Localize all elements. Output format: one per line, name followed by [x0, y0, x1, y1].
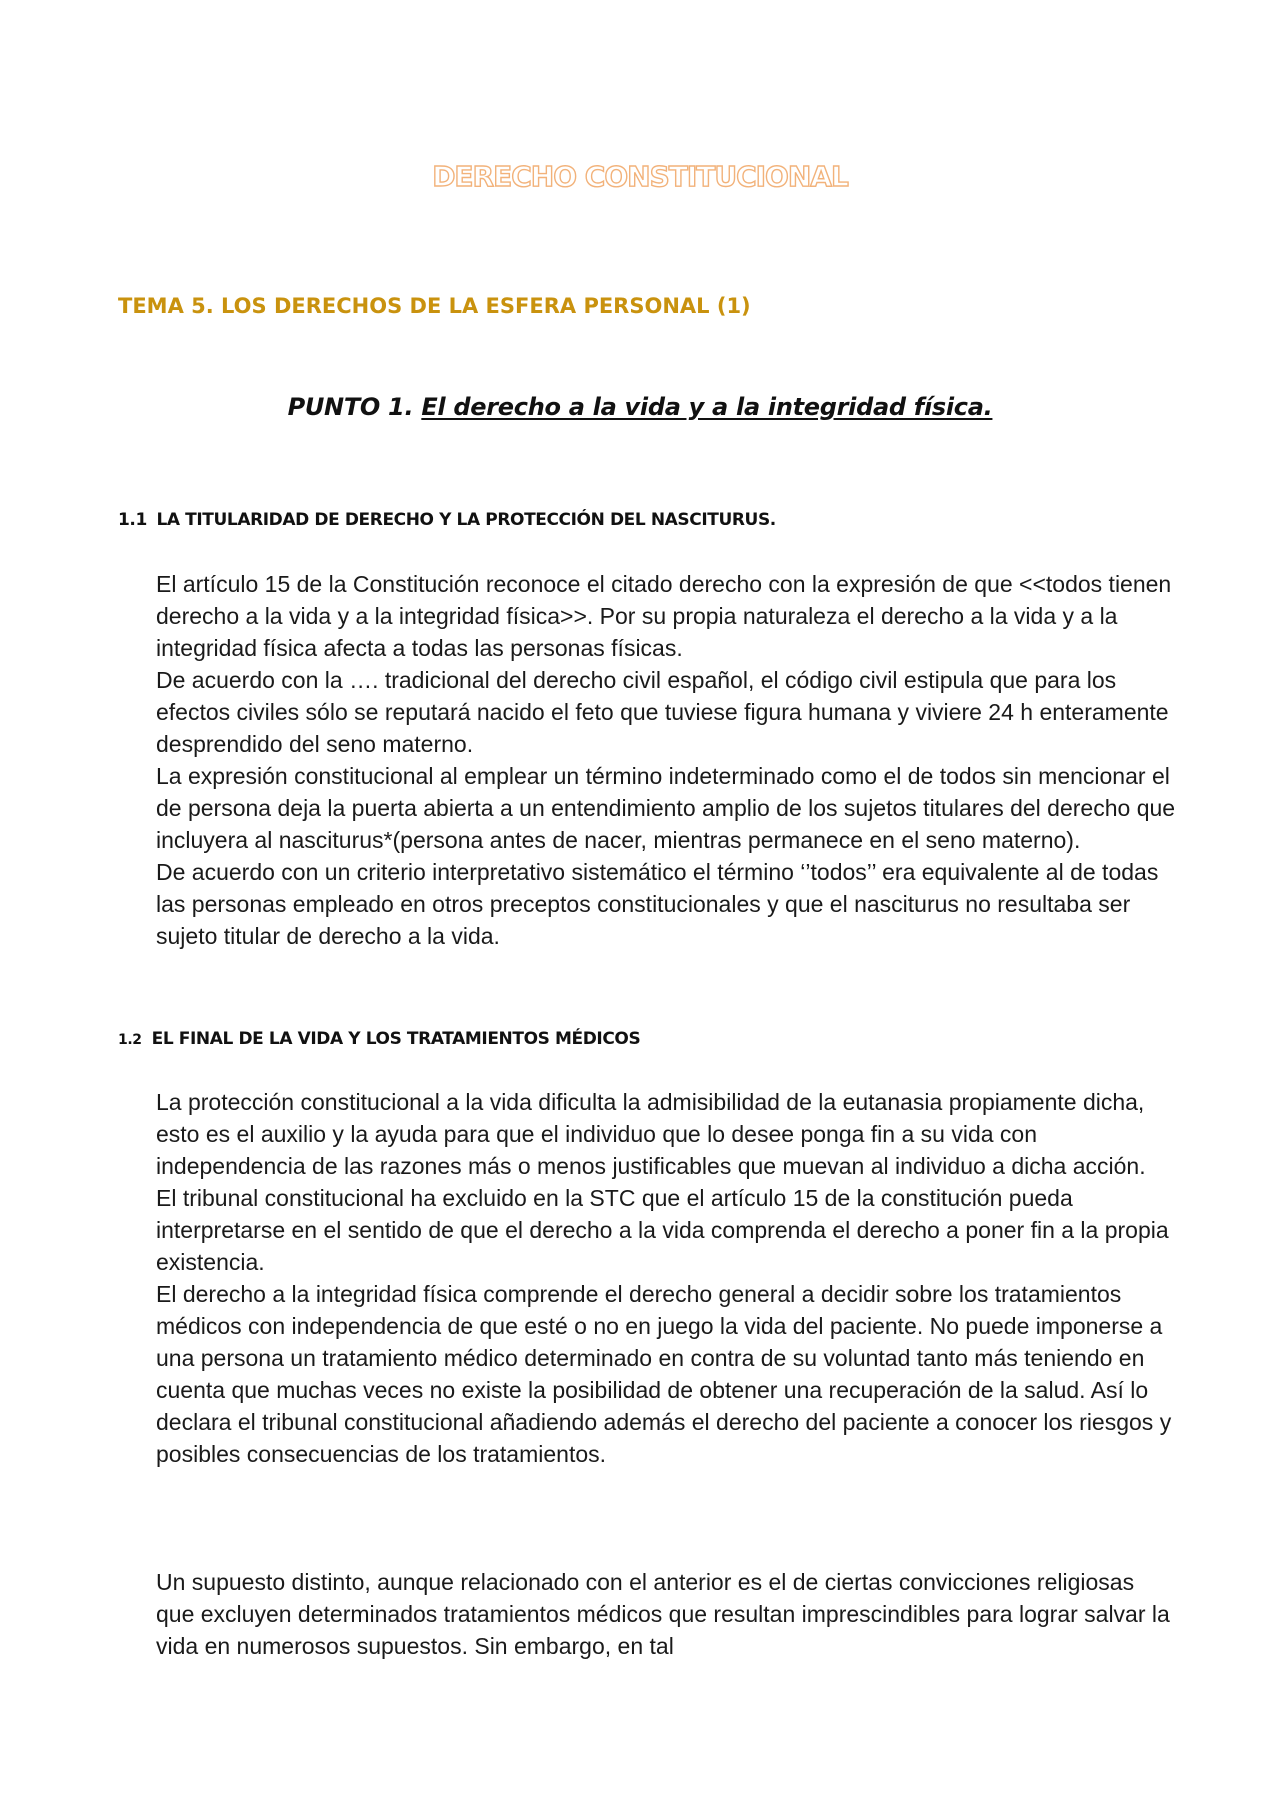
paragraph: De acuerdo con la …. tradicional del derecho civil español, el código civil estipula que para los efectos civiles sólo se reputará nacido el feto que tuviese figura humana y viviere 24 h enteramente desprendido del seno materno.	[156, 667, 1169, 757]
paragraph: El artículo 15 de la Constitución reconoce el citado derecho con la expresión de que <<todos tienen derecho a la vida y a la integridad física>>. Por su propia naturaleza el derecho a la vida y a la integridad física afecta a todas las personas físicas.	[156, 571, 1172, 661]
section-heading-suffix: .	[769, 510, 776, 530]
section-1-2-body	[156, 1086, 1176, 1470]
paragraph: La protección constitucional a la vida dificulta la admisibilidad de la eutanasia propiamente dicha, esto es el auxilio y la ayuda para que el individuo que lo desee ponga fin a su vida con independencia de las razones más o menos justificables que muevan al individuo a dicha acción.	[156, 1089, 1146, 1179]
paragraph: La expresión constitucional al emplear un término indeterminado como el de todos sin mencionar el de persona deja la puerta abierta a un entendimiento amplio de los sujetos titulares del derecho que incluyera al nasciturus*(persona antes de nacer, mientras permanece en el seno materno).	[156, 763, 1176, 853]
punto-label: PUNTO 1.	[287, 393, 422, 421]
punto-heading	[0, 393, 1280, 421]
section-1-2-continuation	[156, 1566, 1176, 1662]
paragraph: Un supuesto distinto, aunque relacionado con el anterior es el de ciertas convicciones religiosas que excluyen determinados tratamientos médicos que resultan imprescindibles para lograr salvar la vida en numerosos supuestos. Sin embargo, en tal	[156, 1569, 1170, 1659]
section-heading-1-1	[118, 510, 776, 530]
punto-subtitle: El derecho a la vida y a la integridad física.	[421, 393, 993, 421]
section-heading-text: LA TITULARIDAD DE DERECHO Y LA PROTECCIÓN DEL NASCITURUS	[156, 510, 770, 530]
section-heading-text: EL FINAL DE LA VIDA Y LOS TRATAMIENTOS MÉDICOS	[151, 1029, 641, 1049]
section-1-1-body	[156, 568, 1176, 952]
section-heading-1-2	[118, 1029, 640, 1049]
paragraph: De acuerdo con un criterio interpretativo sistemático el término ‘’todos’’ era equivalente al de todas las personas empleado en otros preceptos constitucionales y que el nasciturus no resultaba ser sujeto titular de derecho a la vida.	[156, 859, 1159, 949]
section-number: 1.2	[118, 1032, 142, 1048]
document-title: DERECHO CONSTITUCIONAL	[432, 160, 848, 193]
section-number: 1.1	[118, 510, 147, 530]
tema-heading: TEMA 5. LOS DERECHOS DE LA ESFERA PERSONAL (1)	[118, 294, 751, 318]
paragraph: El derecho a la integridad física comprende el derecho general a decidir sobre los tratamientos médicos con independencia de que esté o no en juego la vida del paciente. No puede imponerse a una persona un tratamiento médico determinado en contra de su voluntad tanto más teniendo en cuenta que muchas veces no existe la posibilidad de obtener una recuperación de la salud. Así lo declara el tribunal constitucional añadiendo además el derecho del paciente a conocer los riesgos y posibles consecuencias de los tratamientos.	[156, 1281, 1172, 1467]
paragraph: El tribunal constitucional ha excluido en la STC que el artículo 15 de la constitución pueda interpretarse en el sentido de que el derecho a la vida comprenda el derecho a poner fin a la propia existencia.	[156, 1185, 1169, 1275]
